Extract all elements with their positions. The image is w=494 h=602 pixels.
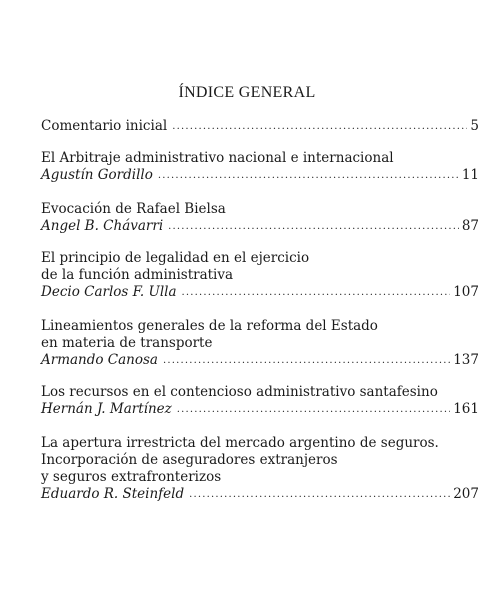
toc-entry	[41, 384, 479, 419]
toc-entry-title: de la función administrativa	[41, 267, 234, 283]
toc-page-number: 5	[470, 118, 479, 134]
toc-entry	[41, 118, 479, 136]
toc-entry-title: Los recursos en el contencioso administrativo santafesino	[41, 384, 438, 400]
toc-entry-author: Armando Canosa	[41, 352, 158, 368]
toc-page-number: 87	[461, 218, 479, 234]
dot-leader	[168, 218, 459, 235]
toc-leader-line	[41, 167, 479, 185]
toc-entry	[41, 250, 479, 302]
toc-leader-line	[41, 218, 479, 236]
toc-entry-title: y seguros extrafronterizos	[41, 469, 222, 485]
toc-page-number: 161	[453, 401, 479, 417]
toc-entry-title: Comentario inicial	[41, 118, 168, 134]
toc-leader-line	[41, 486, 479, 504]
toc-entry	[41, 150, 479, 185]
toc-entry-title: en materia de transporte	[41, 335, 213, 351]
dot-leader	[182, 284, 451, 301]
toc-entry-author: Angel B. Chávarri	[41, 218, 164, 234]
toc-leader-line	[41, 401, 479, 419]
toc-entry-title: Evocación de Rafael Bielsa	[41, 201, 226, 217]
toc-entry-title: Lineamientos generales de la reforma del Estado	[41, 318, 378, 334]
toc-leader-line	[41, 118, 479, 136]
toc-entry-title: El Arbitraje administrativo nacional e internacional	[41, 150, 394, 166]
toc-entry	[41, 435, 479, 504]
dot-leader	[163, 352, 450, 369]
toc-entry-author: Decio Carlos F. Ulla	[41, 284, 177, 300]
toc-entry-author: Hernán J. Martínez	[41, 401, 172, 417]
dot-leader	[172, 118, 467, 135]
toc-entry	[41, 201, 479, 236]
toc-page-number: 207	[453, 486, 479, 502]
dot-leader	[158, 167, 459, 184]
toc-entry-author: Eduardo R. Steinfeld	[41, 486, 185, 502]
toc-entry-title: Incorporación de aseguradores extranjeros	[41, 452, 338, 468]
toc-entry	[41, 318, 479, 370]
toc-entry-author: Agustín Gordillo	[41, 167, 153, 183]
toc-entry-title: El principio de legalidad en el ejercicio	[41, 250, 310, 266]
dot-leader	[177, 401, 450, 418]
toc-page-number: 11	[461, 167, 479, 183]
dot-leader	[189, 486, 450, 503]
toc-page-number: 107	[453, 284, 479, 300]
toc-page-number: 137	[453, 352, 479, 368]
page-title: ÍNDICE GENERAL	[178, 84, 316, 101]
toc-leader-line	[41, 352, 479, 370]
toc-leader-line	[41, 284, 479, 302]
toc-entry-title: La apertura irrestricta del mercado argentino de seguros.	[41, 435, 439, 451]
